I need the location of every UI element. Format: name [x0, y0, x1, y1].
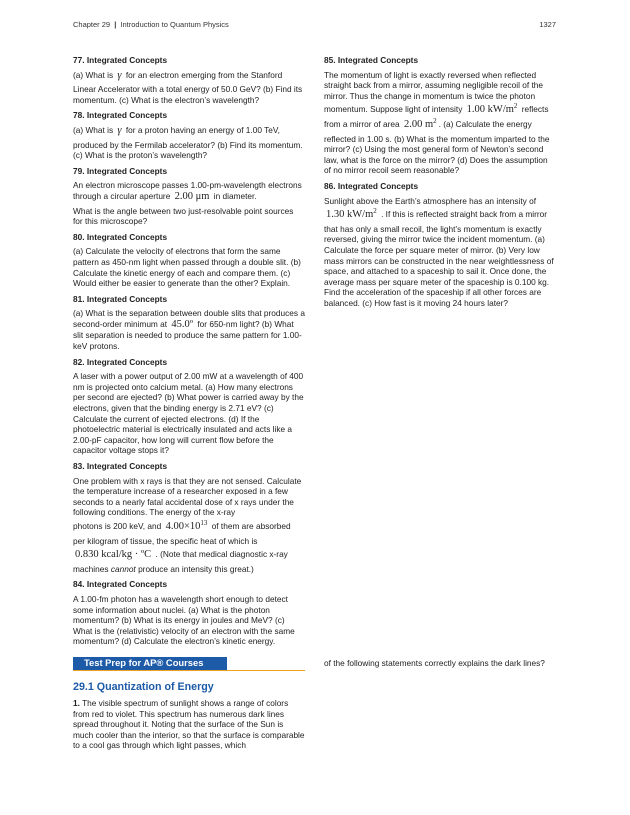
problem-77	[73, 55, 305, 105]
text-run: Linear Accelerator with a total energy of 50.0 GeV? (b) Find its momentum. (c) What is the electron’s wavelength?	[73, 84, 303, 105]
right-column	[324, 55, 556, 311]
problem-text	[324, 70, 556, 176]
math-expression: 45.0º	[171, 318, 194, 330]
text-run: for a proton having an energy of 1.00 TeV,	[125, 124, 280, 135]
problem-title: 85. Integrated Concepts	[324, 55, 419, 65]
header-separator: |	[114, 20, 117, 29]
text-run: One problem with x rays is that they are not sensed. Calculate the temperature increase of a researcher exposed in a few seconds to a nearly fatal accidental dose of x rays under the following conditions. The energy of the x-ray	[73, 475, 302, 518]
math-expression	[324, 209, 379, 220]
problem-text	[73, 308, 305, 351]
test-prep-banner	[73, 657, 305, 671]
problem-title: 77. Integrated Concepts	[73, 55, 168, 65]
math-base: 2.00 m	[403, 118, 434, 130]
text-run: What is the angle between two just-resolvable point sources for this microscope?	[73, 205, 294, 227]
left-column	[73, 55, 305, 650]
math-base: 4.00×10	[165, 520, 201, 532]
text-run: (a) What is the separation between double slits that produces a second-order minimum at	[73, 308, 305, 329]
text-run: photons is 200 keV, and	[73, 520, 162, 531]
text-run: (a) What is	[73, 124, 114, 135]
text-run: from a mirror of area	[324, 118, 400, 129]
chapter-number: Chapter 29	[73, 20, 111, 29]
math-expression: 2.00 μm	[174, 190, 210, 202]
section-heading: 29.1 Quantization of Energy	[73, 681, 214, 693]
problem-82	[73, 357, 305, 456]
text-run: produced by the Fermilab accelerator? (b) Find its momentum. (c) What is the proton’s wavelength?	[73, 139, 303, 161]
text-run: for an electron emerging from the Stanford	[125, 69, 283, 80]
problem-text	[73, 125, 305, 161]
text-run: machines	[73, 563, 109, 574]
math-exponent: 2	[513, 102, 518, 111]
problem-title: 79. Integrated Concepts	[73, 165, 168, 176]
problem-title: 78. Integrated Concepts	[73, 110, 168, 121]
problem-title: 82. Integrated Concepts	[73, 356, 168, 367]
math-expression	[402, 116, 439, 130]
math-expression	[164, 518, 210, 532]
problem-title: 84. Integrated Concepts	[73, 579, 168, 590]
problem-title: 86. Integrated Concepts	[324, 180, 419, 191]
text-run: A 1.00-fm photon has a wavelength short enough to detect some information about nuclei. (a) What is the photon momentum? (b) What is its energy in joules and MeV? (c) What is the (relativistic) velocity of an electron with the same momentum? (d) Calculate the electron’s kinetic energy.	[73, 593, 295, 647]
problem-title: 81. Integrated Concepts	[73, 293, 168, 304]
problem-85	[324, 55, 556, 176]
question-number: 1.	[73, 698, 80, 708]
text-run: in diameter.	[213, 190, 257, 201]
problem-86	[324, 181, 556, 309]
problem-text	[73, 476, 305, 575]
math-gamma: γ	[117, 124, 122, 136]
text-run: that has only a small recoil, the light’s momentum is exactly reversed, giving the mirror twice the incident momentum. (a) Calculate the force per square meter of mirror. (b) Very low mass mirrors can be constructed in the near weightlessness of space, and attached to a spaceship to sail it. Once done, the average mass per square meter of the spaceship is 0.100 kg. Find the acceleration of the spaceship if all other forces are balanced. (c) How fast is it moving 24 hours later?	[324, 223, 554, 308]
question-continuation: of the following statements correctly explains the dark lines?	[324, 658, 545, 668]
problem-text	[73, 594, 305, 647]
question-text: The visible spectrum of sunlight shows a range of colors from red to violet. This spectrum has numerous dark lines spread throughout it. Noting that the surface of the Sun is much cooler than the interior, so that the surface is comparable to a cool gas through which light passes, which	[73, 698, 305, 751]
text-run: for 650-nm light? (b) What slit separation is needed to produce the same pattern for 1.00-keV protons.	[73, 318, 302, 352]
text-run: per kilogram of tissue, the specific heat of which is	[73, 535, 258, 546]
text-run: . (a) Calculate the energy	[438, 118, 532, 129]
text-run: reflected in 1.00 s. (b) What is the momentum imparted to the mirror? (c) Using the most general form of Newton’s second law, what is the force on the mirror? (d) Does the assumption of no mirror recoil seem reasonable?	[324, 133, 550, 176]
problem-84	[73, 579, 305, 647]
text-run: (a) What is	[73, 69, 114, 80]
text-run: produce an intensity this great.)	[138, 563, 254, 574]
problem-text	[324, 196, 556, 309]
text-run: momentum. Suppose light of intensity	[324, 104, 463, 115]
math-base: 1.30 kW/m	[326, 209, 374, 221]
math-exponent: 13	[200, 518, 208, 527]
text-run: reflects	[521, 104, 549, 115]
math-base: 1.00 kW/m	[466, 104, 514, 116]
math-expression: 0.830 kcal/kg · ºC	[75, 549, 152, 561]
math-exponent: 2	[373, 207, 377, 216]
text-run: (a) Calculate the velocity of electrons that form the same pattern as 450-nm light when passed through a double slit. (b) Calculate the kinetic energy of each and compare them. (c) Would either be easier to generate than the other? Explain.	[73, 246, 301, 289]
problem-text	[73, 70, 305, 106]
text-run: . If this is reflected straight back from a mirror	[381, 209, 548, 220]
text-run: Sunlight above the Earth’s atmosphere has an intensity of	[324, 195, 537, 206]
chapter-title: Introduction to Quantum Physics	[120, 20, 229, 29]
problem-83	[73, 461, 305, 574]
page-number: 1327	[539, 20, 556, 29]
problem-79	[73, 166, 305, 227]
problem-text	[73, 246, 305, 288]
text-run: A laser with a power output of 2.00 mW at a wavelength of 400 nm is projected onto calcium metal. (a) How many electrons per second are ejected? (b) What power is carried away by the electrons, given that the binding energy is 2.71 eV? (c) Calculate the current of ejected electrons. (d) If the photoelectric material is electrically insulated and acts like a 2.00-pF capacitor, how long will current flow before the capacitor voltage stops it?	[73, 371, 304, 456]
text-run: An electron microscope passes 1.00-pm-wavelength electrons through a circular aperture	[73, 180, 302, 201]
test-prep-question-1	[73, 698, 305, 751]
text-run: The momentum of light is exactly reversed when reflected straight back from a mirror, assuming negligible recoil of the mirror. Thus the change in momentum is twice the photon	[324, 69, 544, 101]
problem-title: 83. Integrated Concepts	[73, 461, 168, 471]
problem-80	[73, 232, 305, 289]
running-header	[73, 20, 229, 29]
problem-title: 80. Integrated Concepts	[73, 231, 168, 242]
emphasis: cannot	[110, 563, 136, 574]
math-exponent: 2	[433, 116, 437, 125]
problem-text	[73, 371, 305, 456]
math-expression	[465, 104, 520, 115]
text-run: of them are absorbed	[211, 520, 291, 531]
text-run: . (Note that medical diagnostic x-ray	[155, 549, 288, 560]
problem-78	[73, 110, 305, 160]
problem-81	[73, 294, 305, 352]
math-gamma: γ	[117, 69, 122, 81]
test-prep-label: Test Prep for AP® Courses	[73, 657, 227, 670]
problem-text	[73, 180, 305, 226]
